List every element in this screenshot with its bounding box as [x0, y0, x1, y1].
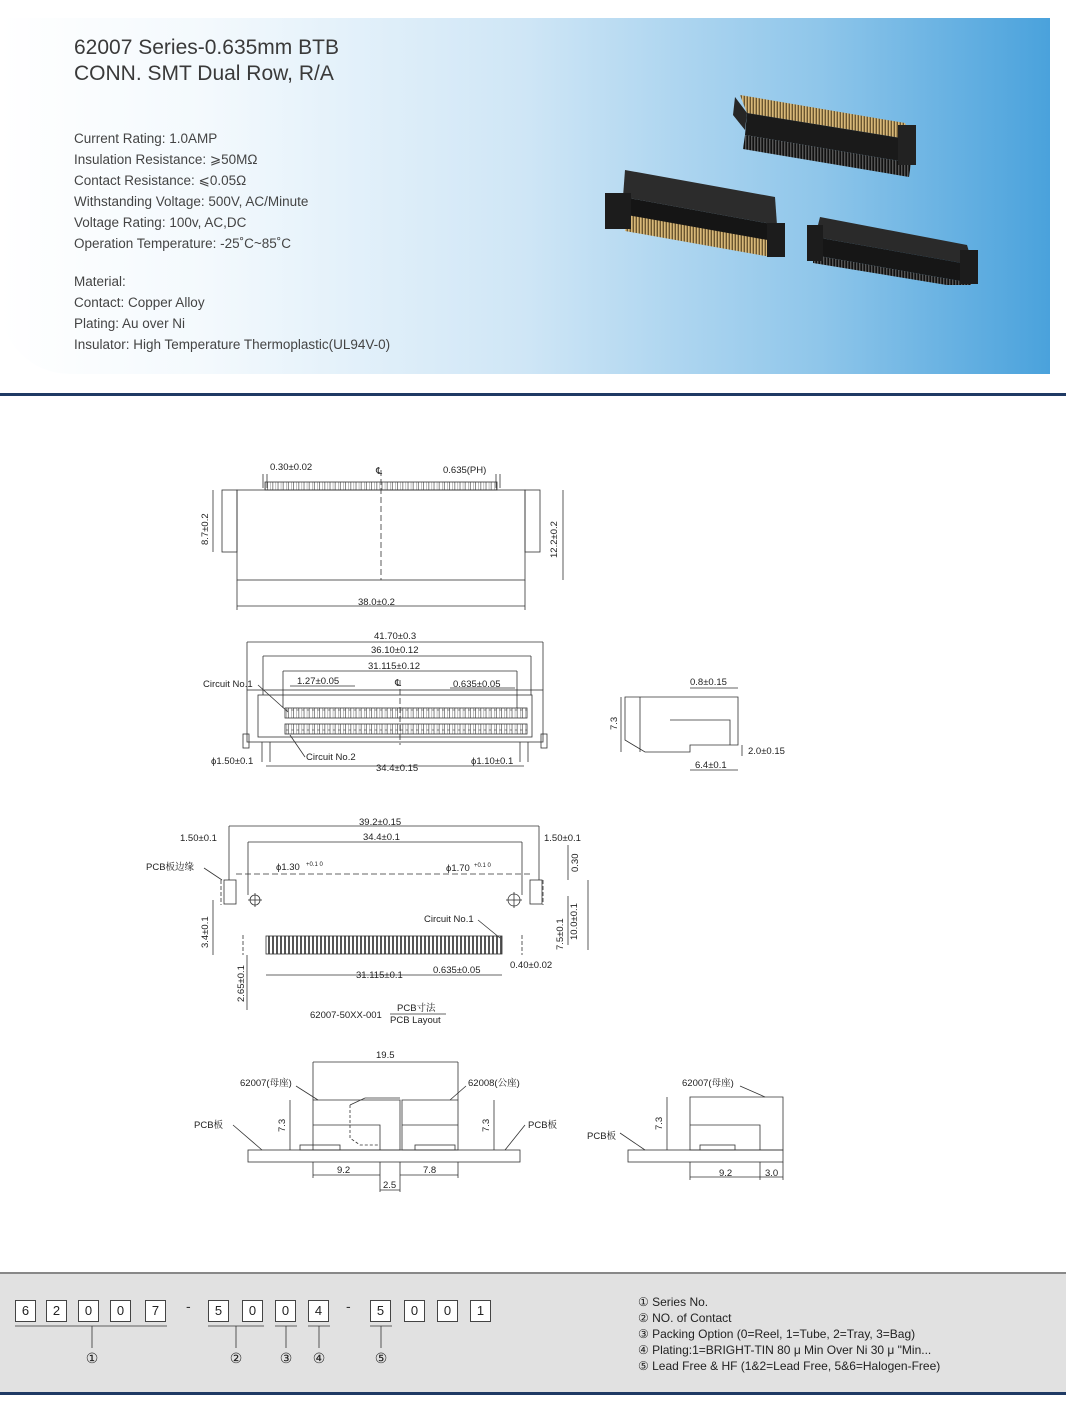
marker-5: ⑤: [374, 1350, 388, 1366]
dim-height-right: 12.2±0.2: [549, 521, 560, 558]
legend-item-4: ④ Plating:1=BRIGHT-TIN 80 μ Min Over Ni 30 μ "Min...: [638, 1343, 932, 1357]
legend-item-5: ⑤ Lead Free & HF (1&2=Lead Free, 5&6=Halogen-Free): [638, 1359, 941, 1373]
dim-pins: 31.115±0.12: [368, 661, 421, 672]
material-contact: Contact: Copper Alloy: [74, 295, 205, 310]
pcb-edge-label: PCB板边缘: [146, 862, 195, 873]
single-view: [620, 1086, 783, 1180]
part-number-panel: [0, 1272, 1066, 1395]
legend-item-1: ① Series No.: [638, 1295, 709, 1309]
dim-bottom: 6.4±0.1: [695, 760, 727, 771]
side-view: [621, 688, 742, 770]
dim-030: 0.30: [570, 853, 581, 872]
spec-voltage: Voltage Rating: 100v, AC,DC: [74, 215, 247, 230]
connector-photo-3: [807, 217, 978, 285]
height-right: 7.3: [481, 1118, 492, 1132]
dim-75: 7.5±0.1: [555, 918, 566, 950]
material-list: [74, 271, 390, 355]
dim-25: 2.5: [383, 1180, 397, 1191]
dim-100: 10.0±0.1: [569, 903, 580, 940]
pcb-right-label: PCB板: [528, 1120, 558, 1131]
dim-pin-width: 0.30±0.02: [270, 462, 313, 473]
circuit-1-label: Circuit No.1: [424, 914, 474, 925]
female-label: 62007(母座): [682, 1078, 734, 1089]
dim-265: 2.65±0.1: [236, 965, 247, 1002]
dim-total: 19.5: [376, 1050, 395, 1061]
pn-bracket-lines: [0, 1274, 600, 1392]
pn-box-12: 0: [437, 1300, 458, 1322]
dim-pitch: 0.635(PH): [443, 465, 487, 476]
dim-92: 9.2: [337, 1165, 351, 1176]
hole-right-label: ϕ1.70: [446, 863, 470, 874]
pcb-layout-cn: PCB寸法: [397, 1003, 436, 1014]
section-divider: [0, 393, 1066, 396]
dim-92: 9.2: [719, 1168, 733, 1179]
pn-box-6: 5: [208, 1300, 229, 1322]
dim-top: 0.8±0.15: [690, 677, 727, 688]
height-left: 7.3: [277, 1118, 288, 1132]
marker-3: ③: [279, 1350, 293, 1366]
spec-current: Current Rating: 1.0AMP: [74, 131, 218, 146]
height-label: 7.3: [654, 1116, 665, 1130]
dim-height-left: 8.7±0.2: [200, 513, 211, 545]
pn-box-4: 0: [110, 1300, 131, 1322]
dim-pads: 31.115±0.1: [356, 970, 403, 981]
hole-right-tol: +0.1 0: [474, 863, 491, 869]
dim-overall: 41.70±0.3: [374, 631, 417, 642]
spec-list: [74, 128, 308, 254]
female-label: 62007(母座): [240, 1078, 292, 1089]
pn-box-13: 1: [470, 1300, 491, 1322]
dim-row-pitch: 1.27±0.05: [297, 676, 340, 687]
dim-34: 3.4±0.1: [200, 916, 211, 948]
legend-item-2: ② NO. of Contact: [638, 1311, 732, 1325]
pn-box-9: 4: [308, 1300, 329, 1322]
dim-pitch: 0.635±0.05: [433, 965, 481, 976]
pn-box-10: 5: [370, 1300, 391, 1322]
pcb-label: PCB板: [587, 1131, 617, 1142]
centerline-mark: ℄: [376, 466, 383, 477]
dim-pad-width: 0.40±0.02: [510, 960, 553, 971]
connector-photo-2: [605, 170, 785, 257]
dim-post-right: ϕ1.10±0.1: [471, 756, 514, 767]
product-photos: [595, 85, 995, 285]
centerline-mark: ℄: [395, 678, 402, 689]
legend-item-3: ③ Packing Option (0=Reel, 1=Tube, 2=Tray, 3=Bag): [638, 1327, 916, 1341]
pn-box-11: 0: [404, 1300, 425, 1322]
circuit-2-label: Circuit No.2: [306, 752, 356, 763]
spec-insulation: Insulation Resistance: ⩾50MΩ: [74, 152, 258, 167]
pn-legend: [638, 1294, 940, 1374]
title-line-2: CONN. SMT Dual Row, R/A: [74, 62, 334, 85]
technical-drawings: [0, 400, 1066, 1260]
circuit-1-label: Circuit No.1: [203, 679, 253, 690]
material-plating: Plating: Au over Ni: [74, 316, 186, 331]
dim-post-left: ϕ1.50±0.1: [211, 756, 254, 767]
pn-box-8: 0: [275, 1300, 296, 1322]
dim-right: 1.50±0.1: [544, 833, 581, 844]
hole-left-label: ϕ1.30: [276, 862, 300, 873]
dim-30: 3.0: [765, 1168, 779, 1179]
spec-temperature: Operation Temperature: -25˚C~85˚C: [74, 236, 291, 251]
pn-box-3: 0: [78, 1300, 99, 1322]
pn-dash-2: -: [346, 1298, 351, 1314]
dim-foot: 2.0±0.15: [748, 746, 785, 757]
male-label: 62008(公座): [468, 1078, 520, 1089]
pcb-left-label: PCB板: [194, 1120, 224, 1131]
marker-1: ①: [85, 1350, 99, 1366]
connector-photo-1: [733, 95, 916, 177]
hole-left-tol: +0.1 0: [306, 862, 323, 868]
material-insulator: Insulator: High Temperature Thermoplastic(UL94V-0): [74, 337, 391, 352]
pcb-layout-en: PCB Layout: [390, 1015, 441, 1026]
pn-box-5: 7: [145, 1300, 166, 1322]
dim-inner: 36.10±0.12: [371, 645, 419, 656]
material-heading: Material:: [74, 274, 126, 289]
dim-center: 34.4±0.1: [363, 832, 400, 843]
marker-4: ④: [312, 1350, 326, 1366]
top-view: [213, 470, 563, 610]
pn-box-2: 2: [46, 1300, 67, 1322]
part-code: 62007-50XX-001: [310, 1010, 382, 1021]
dim-pitch: 0.635±0.05: [453, 679, 501, 690]
pn-box-7: 0: [242, 1300, 263, 1322]
pn-box-1: 6: [15, 1300, 36, 1322]
dim-width: 38.0±0.2: [358, 597, 395, 608]
dim-78: 7.8: [423, 1165, 437, 1176]
pn-dash-1: -: [186, 1298, 191, 1314]
dim-left: 1.50±0.1: [180, 833, 217, 844]
product-title: [74, 35, 339, 87]
dim-post-span: 34.4±0.15: [376, 763, 419, 774]
title-line-1: 62007 Series-0.635mm BTB: [74, 36, 339, 59]
dim-height: 7.3: [609, 716, 620, 730]
pcb-layout-view: [204, 826, 588, 1010]
marker-2: ②: [229, 1350, 243, 1366]
spec-contact-resistance: Contact Resistance: ⩽0.05Ω: [74, 173, 247, 188]
dim-overall: 39.2±0.15: [359, 817, 402, 828]
spec-withstanding: Withstanding Voltage: 500V, AC/Minute: [74, 194, 309, 209]
